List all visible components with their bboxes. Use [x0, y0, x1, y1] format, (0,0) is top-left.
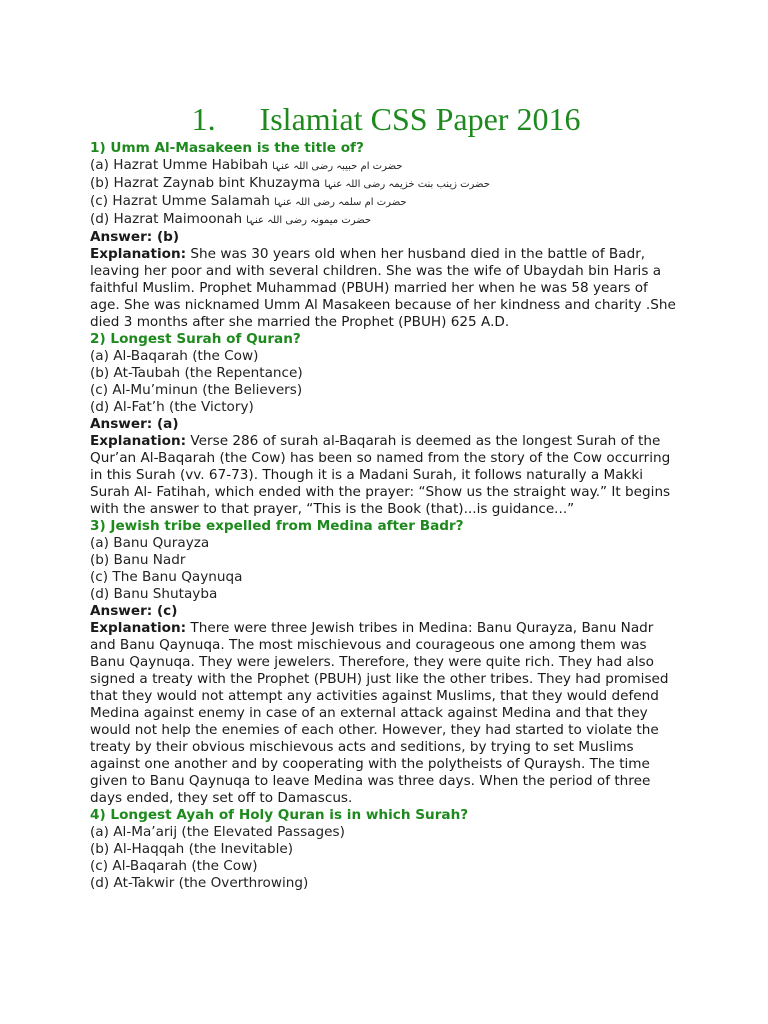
question-text: 2) Longest Surah of Quran? — [90, 331, 301, 347]
option-item: (d) At-Takwir (the Overthrowing) — [90, 875, 309, 891]
option-item: (b) Al-Haqqah (the Inevitable) — [90, 841, 294, 857]
answer-text: Answer: (a) — [90, 416, 179, 432]
explanation-paragraph — [90, 246, 676, 331]
option-item: (b) Banu Nadr — [90, 552, 186, 568]
explanation-paragraph — [90, 433, 676, 518]
urdu-text: حضرت زینب بنت خزیمہ رضی اللہ عنہا — [324, 179, 490, 190]
urdu-text: حضرت ام سلمہ رضی اللہ عنہا — [274, 197, 407, 208]
option-item: (a) Banu Qurayza — [90, 535, 210, 551]
question-block-3 — [90, 518, 676, 807]
answer-text: Answer: (b) — [90, 229, 180, 245]
question-text: 1) Umm Al-Masakeen is the title of? — [90, 140, 364, 156]
explanation-text: Verse 286 of surah al-Baqarah is deemed as the longest Surah of the Qur’an Al-Baqarah (the Cow) has been so named from the story of the Cow occurring in this Surah (vv. 67-73). Though it is a Madani Surah, it follows naturally a Makki Surah Al- Fatihah, which ended with the prayer: “Show us the straight way.” It begins with the answer to that prayer, “This is the Book (that)...is guidance...” — [90, 433, 671, 517]
question-text: 4) Longest Ayah of Holy Quran is in which Surah? — [90, 807, 469, 823]
page-title — [90, 0, 676, 138]
answer-text: Answer: (c) — [90, 603, 178, 619]
title-text: Islamiat CSS Paper 2016 — [259, 101, 581, 137]
option-item: (a) Al-Ma’arij (the Elevated Passages) — [90, 824, 345, 840]
explanation-label: Explanation: — [90, 433, 187, 449]
question-block-4 — [90, 807, 676, 892]
explanation-text: She was 30 years old when her husband died in the battle of Badr, leaving her poor and with several children. She was the wife of Ubaydah bin Haris a faithful Muslim. Prophet Muhammad (PBUH) married her when he was 58 years of age. She was nicknamed Umm Al Masakeen because of her kindness and charity .She died 3 months after she married the Prophet (PBUH) 625 A.D. — [90, 246, 676, 330]
option-item: (b) Hazrat Zaynab bint Khuzayma حضرت زینب بنت خزیمہ رضی اللہ عنہا — [90, 175, 490, 191]
option-item: (a) Hazrat Umme Habibah حضرت ام حبیبہ رضی اللہ عنہا — [90, 157, 403, 173]
option-item: (d) Banu Shutayba — [90, 586, 218, 602]
question-text: 3) Jewish tribe expelled from Medina after Badr? — [90, 518, 464, 534]
option-item: (c) Al-Mu’minun (the Believers) — [90, 382, 303, 398]
explanation-label: Explanation: — [90, 620, 187, 636]
option-item: (a) Al-Baqarah (the Cow) — [90, 348, 259, 364]
option-item: (d) Al-Fat’h (the Victory) — [90, 399, 254, 415]
title-number: 1. — [191, 101, 216, 137]
explanation-text: There were three Jewish tribes in Medina: Banu Qurayza, Banu Nadr and Banu Qaynuqa. The most mischievous and courageous one among them was Banu Qaynuqa. They were jewelers. Therefore, they were quite rich. They had also signed a treaty with the Prophet (PBUH) just like the other tribes. They had promised that they would not attempt any activities against Muslims, that they would defend Medina against enemy in case of an external attack against Medina and that they would not help the enemies of each other. However, they had started to violate the treaty by their obvious mischievous acts and seditions, by trying to set Muslims against one another and by cooperating with the polytheists of Quraysh. The time given to Banu Qaynuqa to leave Medina was three days. When the period of three days ended, they set off to Damascus. — [90, 620, 669, 806]
option-item: (c) Al-Baqarah (the Cow) — [90, 858, 258, 874]
question-block-2 — [90, 331, 676, 518]
option-item: (b) At-Taubah (the Repentance) — [90, 365, 303, 381]
option-item: (c) Hazrat Umme Salamah حضرت ام سلمہ رضی اللہ عنہا — [90, 193, 407, 209]
question-block-1 — [90, 140, 676, 331]
urdu-text: حضرت ام حبیبہ رضی اللہ عنہا — [272, 161, 403, 172]
explanation-label: Explanation: — [90, 246, 187, 262]
option-item: (c) The Banu Qaynuqa — [90, 569, 243, 585]
urdu-text: حضرت میمونہ رضی اللہ عنہا — [246, 215, 372, 226]
option-item: (d) Hazrat Maimoonah حضرت میمونہ رضی اللہ عنہا — [90, 211, 372, 227]
explanation-paragraph — [90, 620, 676, 807]
